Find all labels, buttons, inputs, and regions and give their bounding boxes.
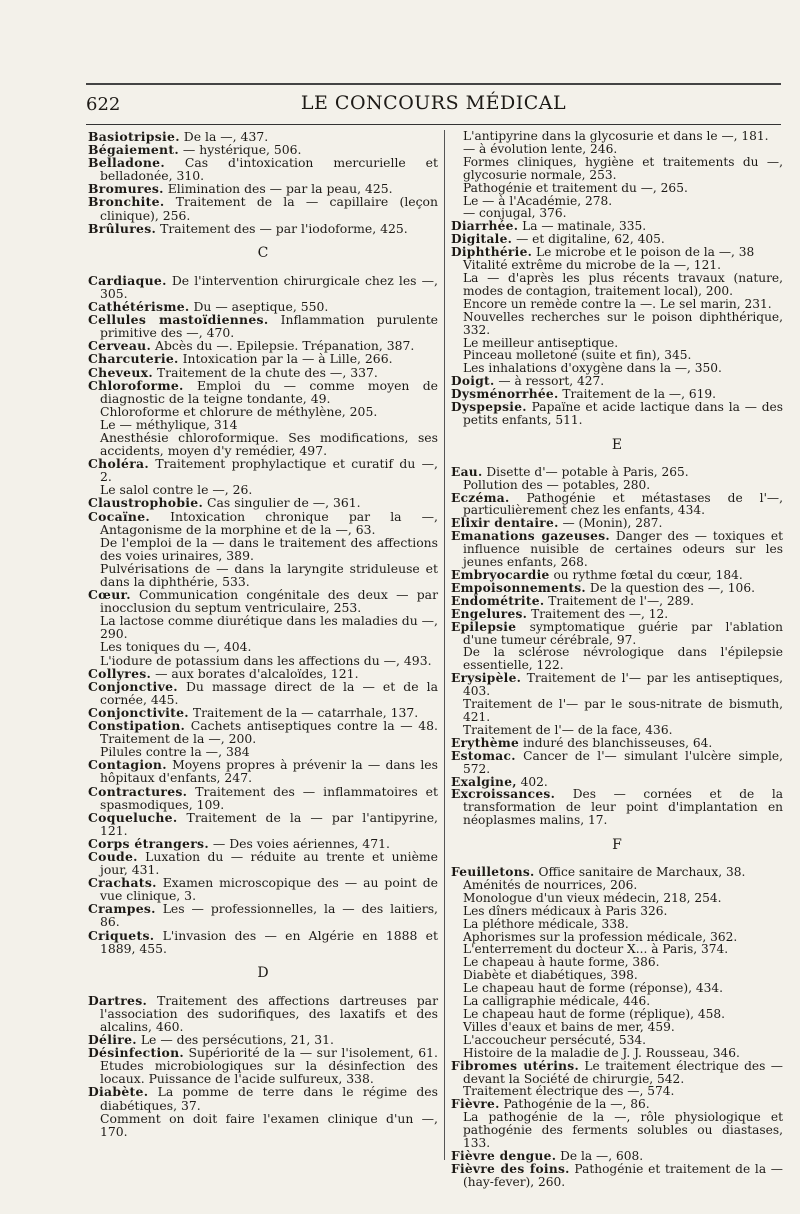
- right-column: [451, 130, 783, 1189]
- index-subentry: Les inhalations d'oxygène dans la —, 350.: [463, 361, 722, 376]
- entry-text: De la question des —, 106.: [585, 580, 755, 595]
- index-subentry: Pathogénie et traitement du —, 265.: [463, 180, 688, 195]
- running-title: LE CONCOURS MÉDICAL: [300, 92, 567, 114]
- page-header: [86, 92, 781, 122]
- index-subentry: La pléthore médicale, 338.: [463, 916, 629, 931]
- entry-headword: Dyspepsie.: [451, 400, 527, 415]
- entry-text: — Des voies aériennes, 471.: [208, 835, 390, 851]
- entry-headword: Estomac.: [451, 748, 516, 763]
- entry-text: Traitement de la — catarrhale, 137.: [188, 704, 419, 720]
- index-entry: [88, 457, 438, 483]
- entry-headword: Coude.: [88, 848, 138, 864]
- entry-headword: Epilepsie: [451, 619, 517, 634]
- entry-text: — aux borates d'alcaloïdes, 121.: [151, 665, 359, 681]
- entry-headword: Coqueluche.: [88, 809, 178, 825]
- index-entry: [451, 401, 783, 427]
- entry-text: Traitement de l'—, 289.: [544, 593, 695, 608]
- index-entry: [88, 156, 438, 182]
- entry-text: Inflammation purulente primitive des —, 470.: [100, 312, 439, 341]
- entry-text: Des — cornées et de la transformation de leur point d'implantation en néoplasmes malins, 17.: [463, 787, 783, 828]
- section-letter: F: [612, 837, 622, 854]
- index-entry: [88, 719, 438, 745]
- entry-headword: Constipation.: [88, 718, 186, 734]
- entry-headword: Cœur.: [88, 587, 131, 603]
- entry-headword: Claustrophobie.: [88, 495, 204, 511]
- entry-text: Cachets antiseptiques contre la — 48. Traitement de la —, 200.: [100, 718, 438, 747]
- entry-text: Moyens propres à prévenir la — dans les hôpitaux d'enfants, 247.: [100, 757, 438, 786]
- index-subentry: La — d'après les plus récents travaux (nature, modes de contagion, traitement local), 200.: [463, 270, 783, 298]
- entry-headword: Contagion.: [88, 757, 167, 773]
- entry-headword: Diabète.: [88, 1084, 149, 1100]
- index-entry: [88, 758, 438, 784]
- entry-text: Pathogénie de la —, 86.: [499, 1097, 650, 1112]
- entry-text: De la —, 437.: [179, 129, 269, 144]
- top-rule: [86, 83, 781, 85]
- entry-headword: Cardiaque.: [88, 272, 167, 288]
- index-entry: [88, 811, 438, 837]
- entry-headword: Conjonctivite.: [88, 704, 189, 720]
- entry-text: Luxation du — réduite au trente et unième jour, 431.: [100, 848, 438, 878]
- entry-headword: Charcuterie.: [88, 351, 179, 367]
- entry-text: Du — aseptique, 550.: [189, 299, 329, 315]
- index-entry: [88, 929, 438, 955]
- entry-headword: Eau.: [451, 464, 483, 479]
- entry-text: Du massage direct de la — et de la cornée, 445.: [100, 678, 438, 707]
- entry-headword: Collyres.: [88, 665, 152, 681]
- entry-text: — hystérique, 506.: [178, 142, 302, 158]
- entry-text: Les — professionnelles, la — des laitiers, 86.: [100, 901, 438, 930]
- index-subentry: Traitement de l'— par le sous-nitrate de bismuth, 421.: [463, 697, 783, 724]
- index-entry: [451, 750, 783, 776]
- index-subentry: Encore un remède contre la —. Le sel marin, 231.: [463, 296, 772, 311]
- entry-text: Disette d'— potable à Paris, 265.: [482, 464, 689, 479]
- index-subentry: Le meilleur antiseptique.: [463, 335, 619, 350]
- entry-headword: Bromures.: [88, 181, 164, 197]
- column-divider: [444, 130, 445, 1160]
- index-entry: [88, 379, 438, 405]
- entry-headword: Chloroforme.: [88, 377, 184, 393]
- entry-text: Traitement de la —, 619.: [558, 387, 717, 402]
- entry-text: symptomatique guérie par l'ablation d'une tumeur cérébrale, 97.: [463, 619, 783, 647]
- entry-text: Le — des persécutions, 21, 31.: [136, 1032, 334, 1048]
- entry-headword: Diarrhée.: [451, 219, 519, 234]
- index-entry: [88, 1085, 438, 1111]
- index-entry: [88, 680, 438, 706]
- entry-text: Traitement des affections dartreuses par l'association des sudorifiques, des laxatifs et des alcalins, 460.: [100, 992, 438, 1034]
- entry-text: Office sanitaire de Marchaux, 38.: [534, 865, 746, 880]
- index-subentry: La lactose comme diurétique dans les maladies du —, 290.: [100, 613, 438, 642]
- index-entry: [88, 313, 438, 339]
- index-entry: [451, 492, 783, 518]
- index-subentry: Les dîners médicaux à Paris 326.: [463, 903, 668, 918]
- entry-text: Papaïne et acide lactique dans la — des petits enfants, 511.: [463, 400, 783, 427]
- entry-headword: Délire.: [88, 1032, 137, 1048]
- index-subentry: — à évolution lente, 246.: [463, 141, 618, 156]
- entry-text: — (Monin), 287.: [558, 516, 663, 531]
- entry-text: De la —, 608.: [556, 1148, 644, 1163]
- entry-text: Traitement de la chute des —, 337.: [152, 364, 378, 380]
- entry-headword: Elixir dentaire.: [451, 516, 559, 531]
- index-subentry: De l'emploi de la — dans le traitement des affections des voies urinaires, 389.: [100, 534, 438, 563]
- entry-headword: Cocaïne.: [88, 508, 151, 524]
- index-subentry: — conjugal, 376.: [463, 206, 567, 221]
- index-subentry: Nouvelles recherches sur le poison diphthérique, 332.: [463, 309, 783, 337]
- index-subentry: Vitalité extrême du microbe de la —, 121.: [463, 258, 721, 273]
- entry-headword: Engelures.: [451, 606, 528, 621]
- entry-text: Traitement des —, 12.: [527, 606, 669, 621]
- index-entry: [451, 530, 783, 569]
- entry-headword: Bégaiement.: [88, 142, 179, 158]
- entry-headword: Corps étrangers.: [88, 835, 209, 851]
- index-entry: [88, 274, 438, 300]
- index-subentry: Aphorismes sur la profession médicale, 362.: [463, 929, 738, 944]
- index-subentry: Le chapeau haut de forme (réponse), 434.: [463, 981, 723, 996]
- entry-headword: Empoisonnements.: [451, 580, 586, 595]
- index-entry: [88, 195, 438, 221]
- entry-text: Cas d'intoxication mercurielle et belladonée, 310.: [100, 155, 438, 184]
- index-subentry: Villes d'eaux et bains de mer, 459.: [463, 1019, 675, 1034]
- index-subentry: L'iodure de potassium dans les affections du —, 493.: [100, 652, 432, 668]
- entry-headword: Cellules mastoïdiennes.: [88, 312, 269, 328]
- entry-headword: Fibromes utérins.: [451, 1058, 580, 1073]
- index-entry: [88, 850, 438, 876]
- index-entry: [451, 1163, 783, 1189]
- entry-headword: Crampes.: [88, 901, 156, 917]
- index-subentry: Pilules contre la —, 384: [100, 744, 250, 760]
- entry-headword: Bronchite.: [88, 194, 165, 210]
- entry-text: Danger des — toxiques et influence nuisible de certaines odeurs sur les jeunes enfants, 268.: [463, 529, 783, 570]
- entry-headword: Eczéma.: [451, 490, 510, 505]
- index-subentry: Monologue d'un vieux médecin, 218, 254.: [463, 890, 722, 905]
- index-subentry: Le chapeau à haute forme, 386.: [463, 955, 660, 970]
- index-subentry: Comment on doit faire l'examen clinique d'un —, 170.: [100, 1110, 438, 1139]
- index-subentry: Les toniques du —, 404.: [100, 639, 252, 655]
- entry-headword: Endométrite.: [451, 593, 545, 608]
- index-subentry: Traitement de l'— de la face, 436.: [463, 722, 673, 737]
- entry-text: Cas singulier de —, 361.: [203, 495, 361, 511]
- index-subentry: Aménités de nourrices, 206.: [463, 877, 638, 892]
- index-subentry: Traitement électrique des —, 574.: [463, 1084, 675, 1099]
- entry-headword: Digitale.: [451, 232, 513, 247]
- index-entry: [88, 785, 438, 811]
- entry-text: Traitement de l'— par les antiseptiques, 403.: [463, 671, 783, 699]
- index-subentry: L'antipyrine dans la glycosurie et dans le —, 181.: [463, 129, 769, 143]
- entry-headword: Désinfection.: [88, 1045, 184, 1061]
- entry-headword: Diphthérie.: [451, 245, 533, 260]
- entry-text: Traitement de la — capillaire (leçon clinique), 256.: [100, 194, 438, 223]
- entry-text: Le microbe et le poison de la —, 38: [532, 245, 755, 260]
- entry-headword: Dysménorrhée.: [451, 387, 559, 402]
- entry-headword: Excroissances.: [451, 787, 556, 802]
- index-entry: [88, 510, 438, 536]
- index-subentry: Le salol contre le —, 26.: [100, 482, 253, 498]
- entry-headword: Emanations gazeuses.: [451, 529, 610, 544]
- entry-headword: Cathétérisme.: [88, 299, 190, 315]
- entry-headword: Fièvre dengue.: [451, 1148, 557, 1163]
- entry-text: 402.: [516, 774, 548, 789]
- entry-headword: Fièvre.: [451, 1097, 500, 1112]
- entry-headword: Exalgine,: [451, 774, 517, 789]
- entry-text: La pomme de terre dans le régime des diabétiques, 37.: [100, 1084, 438, 1113]
- entry-text: ou rythme fœtal du cœur, 184.: [549, 568, 743, 582]
- index-entry: [451, 866, 783, 879]
- index-subentry: L'accoucheur persécuté, 534.: [463, 1032, 646, 1047]
- index-subentry: Le — méthylique, 314: [100, 416, 238, 432]
- entry-headword: Embryocardie: [451, 568, 550, 582]
- entry-headword: Basiotripsie.: [88, 129, 180, 144]
- index-subentry: Le chapeau haut de forme (réplique), 458.: [463, 1007, 725, 1021]
- entry-text: L'invasion des — en Algérie en 1888 et 1889, 455.: [100, 927, 438, 956]
- entry-text: Abcès du —. Epilepsie. Trépanation, 387.: [151, 338, 415, 354]
- entry-headword: Criquets.: [88, 927, 155, 943]
- index-entry: [88, 222, 438, 235]
- entry-headword: Choléra.: [88, 456, 149, 472]
- index-entry: [451, 672, 783, 698]
- entry-text: induré des blanchisseuses, 64.: [519, 735, 713, 750]
- entry-text: Intoxication par la — à Lille, 266.: [178, 351, 393, 367]
- entry-text: — à ressort, 427.: [494, 374, 605, 389]
- index-subentry: De la sclérose névrologique dans l'épilepsie essentielle, 122.: [463, 645, 783, 673]
- entry-headword: Feuilletons.: [451, 865, 535, 880]
- index-entry: [451, 1060, 783, 1086]
- entry-text: Communication congénitale des deux — par inocclusion du septum ventriculaire, 253.: [100, 587, 438, 616]
- index-subentry: Pulvérisations de — dans la laryngite striduleuse et dans la diphthérie, 533.: [100, 560, 438, 589]
- index-subentry: Diabète et diabétiques, 398.: [463, 968, 638, 983]
- entry-text: Traitement prophylactique et curatif du —, 2.: [100, 456, 438, 485]
- index-entry: [451, 621, 783, 647]
- index-subentry: Pollution des — potables, 280.: [463, 477, 651, 492]
- entry-headword: Cheveux.: [88, 364, 153, 380]
- entry-text: — et digitaline, 62, 405.: [512, 232, 665, 247]
- section-letter: C: [257, 244, 269, 261]
- index-subentry: La pathogénie de la —, rôle physiologique et pathogénie des ferments solubles ou diastases, 133.: [463, 1110, 783, 1151]
- index-entry: [451, 788, 783, 827]
- entry-headword: Crachats.: [88, 875, 157, 891]
- index-subentry: Formes cliniques, hygiène et traitements du —, glycosurie normale, 253.: [463, 154, 783, 182]
- entry-text: Traitement des — par l'iodoforme, 425.: [156, 220, 408, 236]
- entry-text: Pathogénie et métastases de l'—, particulièrement chez les enfants, 434.: [463, 490, 783, 518]
- entry-text: Emploi du — comme moyen de diagnostic de la teigne tondante, 49.: [100, 377, 438, 406]
- index-subentry: Histoire de la maladie de J. J. Rousseau, 346.: [463, 1045, 740, 1060]
- section-letter: E: [611, 436, 623, 453]
- entry-headword: Erysipèle.: [451, 671, 522, 686]
- entry-headword: Conjonctive.: [88, 678, 178, 694]
- index-subentry: Le — à l'Académie, 278.: [463, 193, 613, 208]
- index-entry: [451, 466, 783, 479]
- entry-text: Le traitement électrique des — devant la Société de chirurgie, 542.: [463, 1058, 783, 1086]
- entry-text: Elimination des — par la peau, 425.: [163, 181, 393, 197]
- entry-text: Traitement de la — par l'antipyrine, 121.: [100, 809, 438, 838]
- entry-headword: Erythème: [451, 735, 520, 750]
- index-entry: [88, 588, 438, 614]
- index-subentry: L'enterrement du docteur X... à Paris, 374.: [463, 942, 729, 957]
- entry-headword: Contractures.: [88, 783, 188, 799]
- entry-text: Cancer de l'— simulant l'ulcère simple, 572.: [463, 748, 783, 776]
- index-entry: [88, 876, 438, 902]
- index-subentry: Pinceau molletoné (suite et fin), 345.: [463, 348, 692, 363]
- index-entry: [88, 994, 438, 1033]
- entry-text: Traitement des — inflammatoires et spasmodiques, 109.: [100, 783, 438, 812]
- entry-text: Intoxication chronique par la —, Antagonisme de la morphine et de la —, 63.: [100, 508, 438, 537]
- header-rule: [86, 124, 781, 125]
- index-entry: [88, 1046, 438, 1085]
- index-subentry: Chloroforme et chlorure de méthylène, 205.: [100, 403, 378, 419]
- entry-headword: Brûlures.: [88, 220, 157, 236]
- index-subentry: La calligraphie médicale, 446.: [463, 994, 651, 1009]
- entry-headword: Cerveau.: [88, 338, 152, 354]
- entry-text: De l'intervention chirurgicale chez les —, 305.: [100, 272, 438, 301]
- entry-text: Supériorité de la — sur l'isolement, 61. Etudes microbiologiques sur la désinfection des locaux. Puissance de l'acide sulfureux, 338.: [100, 1045, 438, 1087]
- entry-text: Pathogénie et traitement de la — (hay-fever), 260.: [463, 1161, 783, 1189]
- entry-text: La — matinale, 335.: [518, 219, 647, 234]
- entry-headword: Dartres.: [88, 992, 148, 1008]
- entry-text: Examen microscopique des — au point de vue clinique, 3.: [100, 875, 438, 904]
- left-column: [88, 130, 438, 1138]
- index-subentry: Anesthésie chloroformique. Ses modifications, ses accidents, moyen d'y remédier, 497.: [100, 429, 438, 459]
- index-entry: [88, 902, 438, 928]
- page-number: 622: [86, 94, 121, 115]
- entry-headword: Doigt.: [451, 374, 495, 389]
- entry-headword: Belladone.: [88, 155, 165, 171]
- section-letter: D: [257, 964, 269, 981]
- entry-headword: Fièvre des foins.: [451, 1161, 570, 1176]
